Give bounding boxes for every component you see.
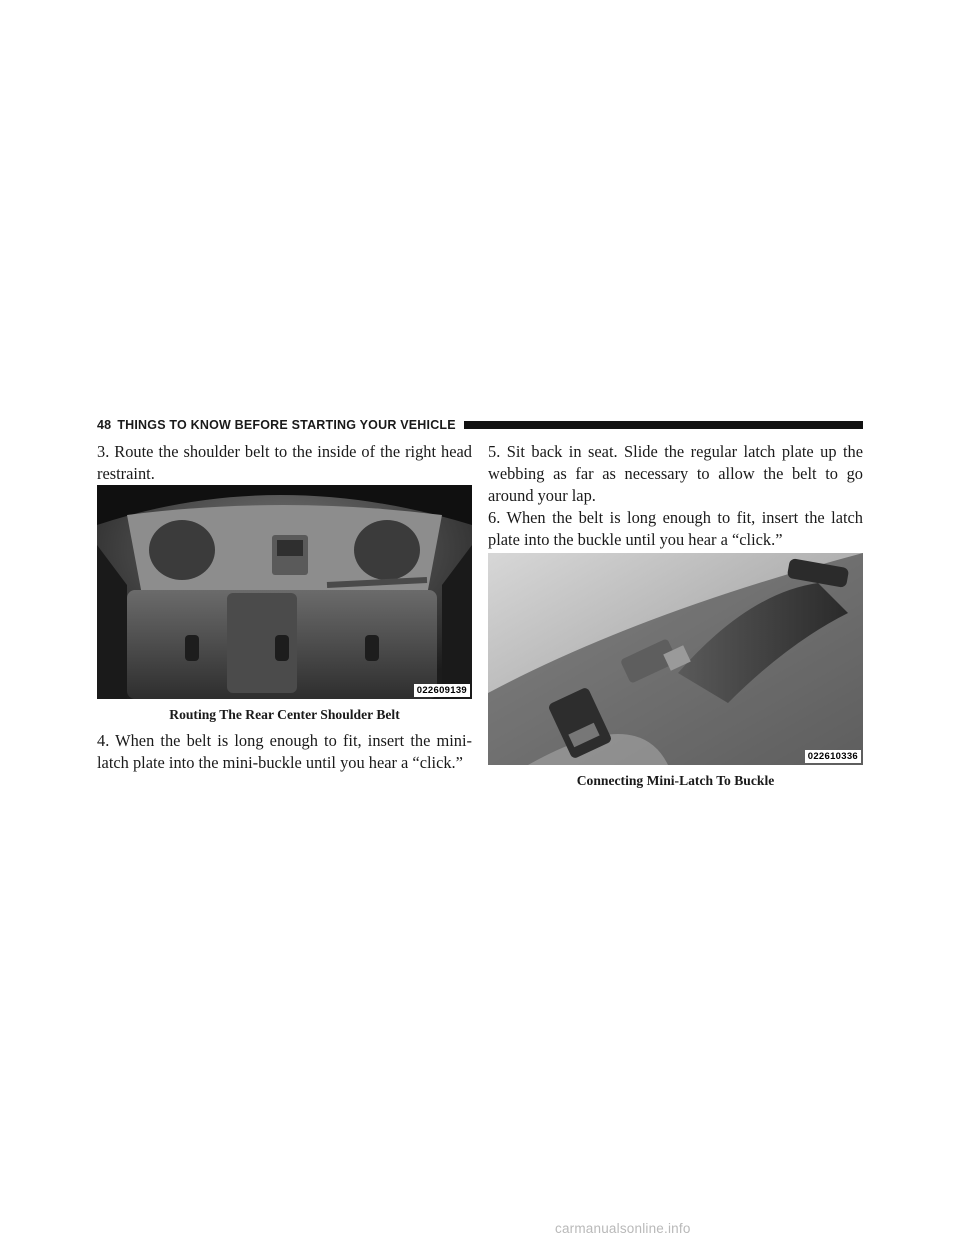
figure-mini-latch-buckle	[488, 553, 863, 765]
figure-2-caption: Connecting Mini-Latch To Buckle	[576, 773, 775, 788]
figure-2-code: 022610336	[805, 750, 861, 763]
buckle-illustration	[488, 553, 863, 765]
page-header	[97, 417, 863, 433]
step-5-text: 5. Sit back in seat. Slide the regular latch plate up the webbing as far as necessary to allow the belt to go around your lap.	[488, 442, 863, 505]
header-rule	[464, 421, 863, 429]
rear-seat-illustration	[97, 485, 472, 699]
figure-1-caption: Routing The Rear Center Shoulder Belt	[169, 707, 400, 722]
step-6-text: 6. When the belt is long enough to fit, insert the latch plate into the buckle until you hear a “click.”	[488, 508, 863, 549]
step-4-text: 4. When the belt is long enough to fit, insert the mini-latch plate into the mini-buckle until you hear a “click.”	[97, 731, 472, 772]
step-3-text: 3. Route the shoulder belt to the inside of the right head restraint.	[97, 442, 472, 483]
page-number: 48	[97, 418, 112, 432]
figure-rear-seat-belt-routing	[97, 485, 472, 699]
section-title: THINGS TO KNOW BEFORE STARTING YOUR VEHICLE	[117, 418, 456, 432]
figure-1-code: 022609139	[414, 684, 470, 697]
watermark: carmanualsonline.info	[555, 1221, 691, 1236]
